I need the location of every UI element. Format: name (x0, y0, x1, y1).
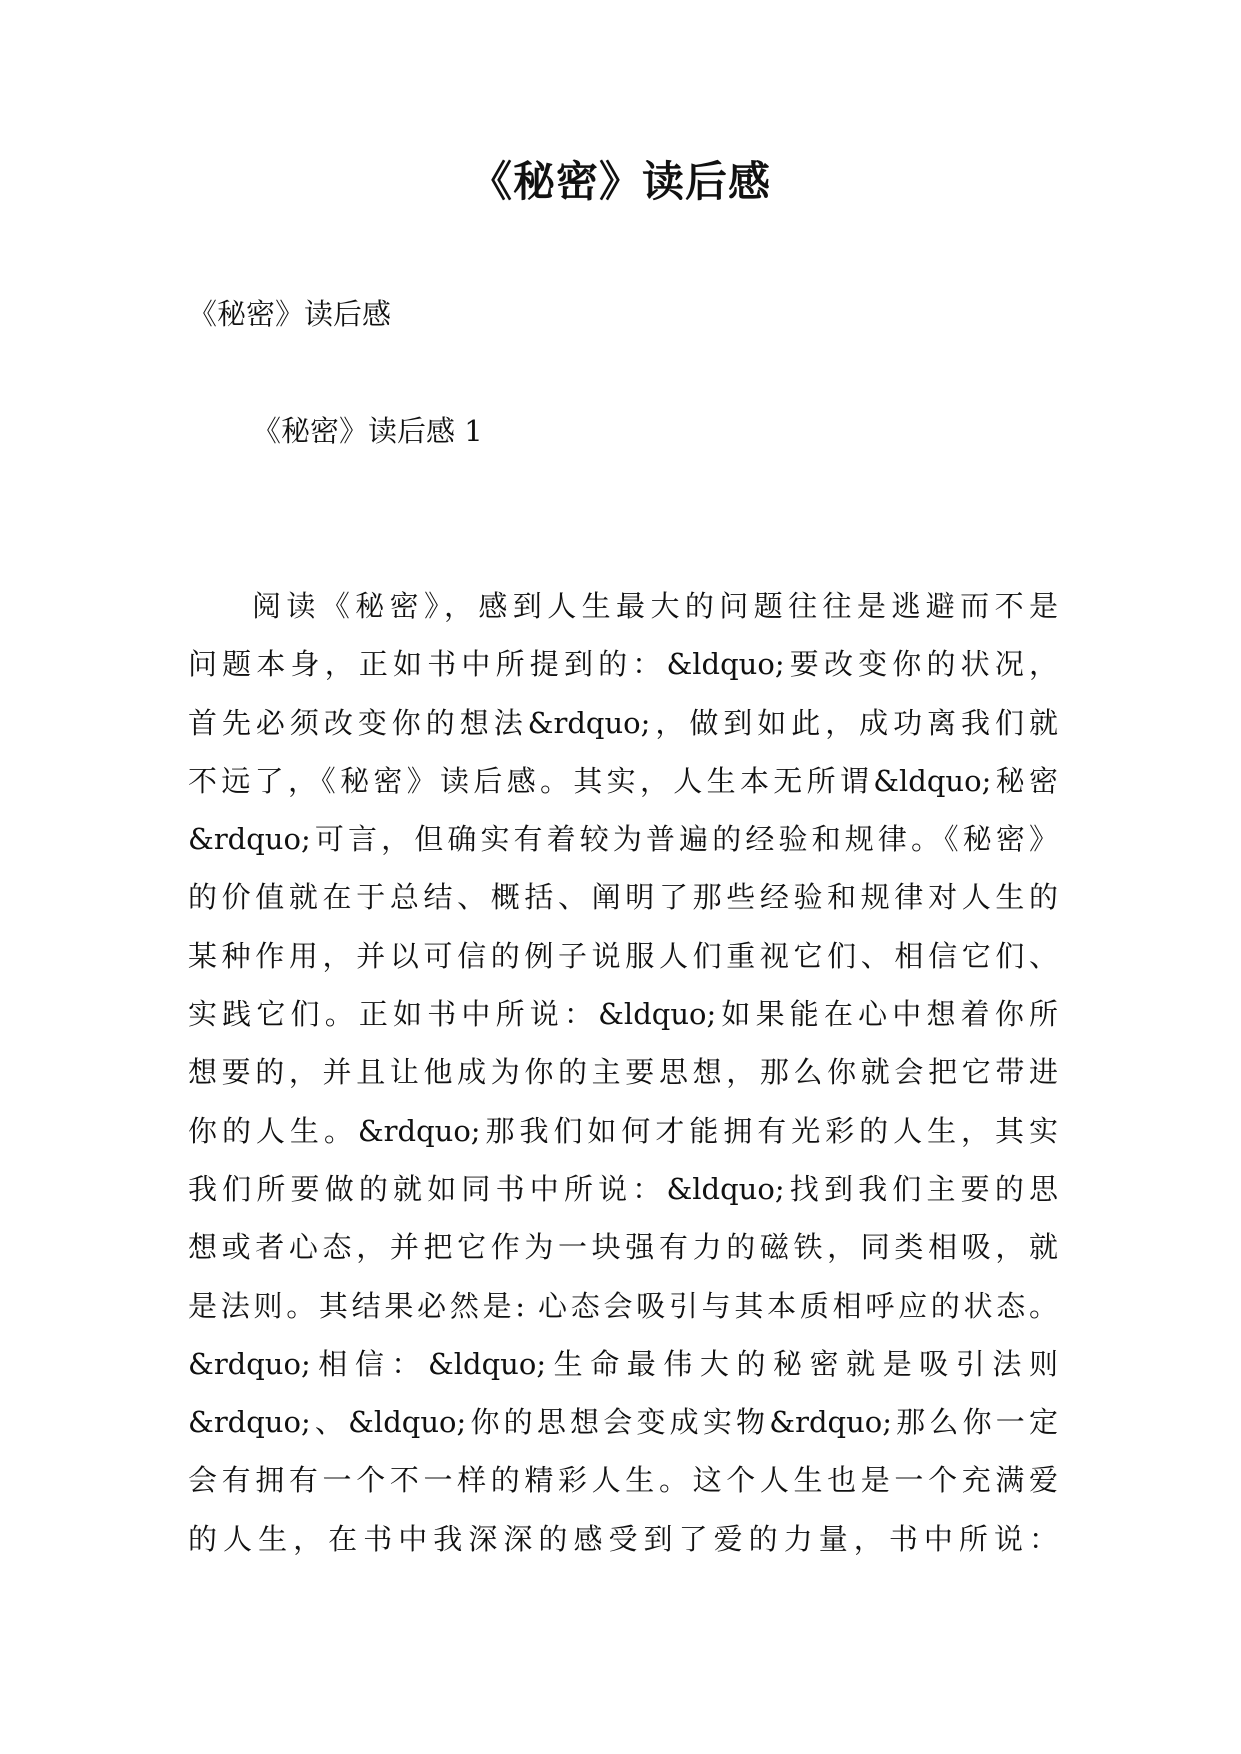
body-line: 想或者心态，并把它作为一块强有力的磁铁，同类相吸，就 (188, 1230, 1058, 1265)
body-line: 的价值就在于总结、概括、阐明了那些经验和规律对人生的 (188, 880, 1058, 915)
body-line: 我们所要做的就如同书中所说：&ldquo;找到我们主要的思 (188, 1171, 1058, 1206)
body-line: 想要的，并且让他成为你的主要思想，那么你就会把它带进 (188, 1055, 1058, 1090)
body-line: 实践它们。正如书中所说：&ldquo;如果能在心中想着你所 (188, 997, 1058, 1032)
body-line: 阅读《秘密》，感到人生最大的问题往往是逃避而不是 (252, 589, 1058, 623)
body-line: 某种作用，并以可信的例子说服人们重视它们、相信它们、 (188, 938, 1058, 973)
body-line: 问题本身，正如书中所提到的：&ldquo;要改变你的状况， (188, 647, 1058, 682)
section-heading: 《秘密》读后感 1 (252, 414, 483, 448)
document-title: 《秘密》读后感 (469, 157, 771, 206)
document-subtitle: 《秘密》读后感 (188, 297, 392, 331)
body-line: &rdquo;可言，但确实有着较为普遍的经验和规律。《秘密》 (188, 822, 1058, 857)
body-line: 不远了，《秘密》读后感。其实，人生本无所谓&ldquo;秘密 (188, 763, 1058, 798)
body-line: 的人生，在书中我深深的感受到了爱的力量，书中所说： (188, 1521, 1058, 1556)
body-line: 会有拥有一个不一样的精彩人生。这个人生也是一个充满爱 (188, 1463, 1058, 1498)
body-text (188, 586, 1058, 1577)
body-line: 首先必须改变你的想法&rdquo;，做到如此，成功离我们就 (188, 705, 1058, 740)
body-line: 是法则。其结果必然是: 心态会吸引与其本质相呼应的状态。 (188, 1288, 1058, 1323)
body-line: &rdquo;、&ldquo;你的思想会变成实物&rdquo;那么你一定 (188, 1405, 1058, 1440)
body-line: 你的人生。&rdquo;那我们如何才能拥有光彩的人生，其实 (188, 1113, 1058, 1148)
body-line: &rdquo;相信：&ldquo;生命最伟大的秘密就是吸引法则 (188, 1346, 1058, 1381)
